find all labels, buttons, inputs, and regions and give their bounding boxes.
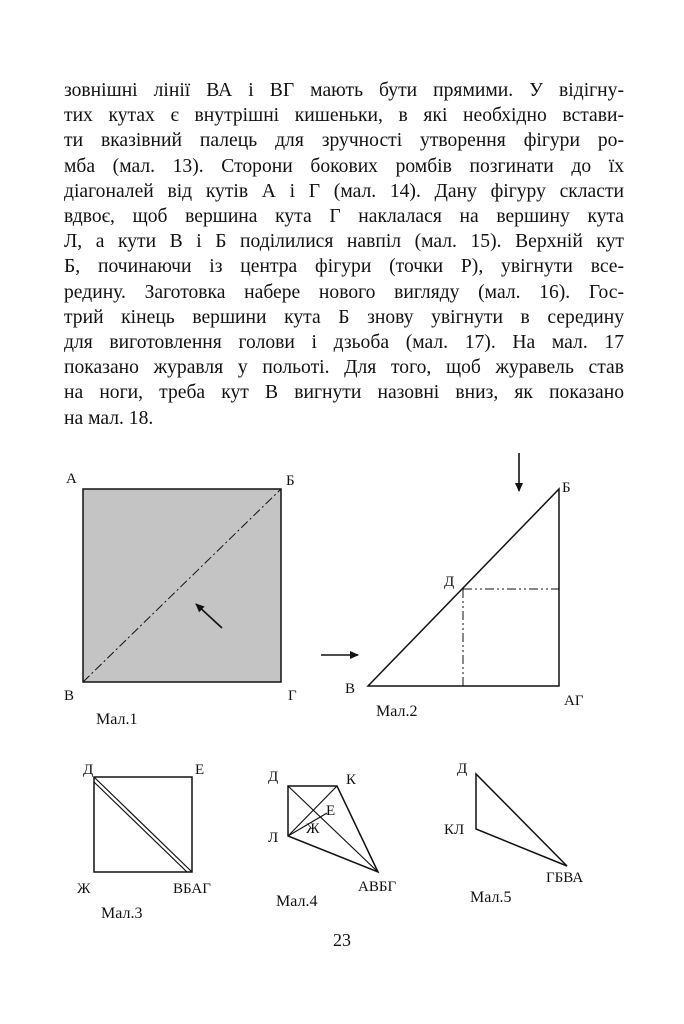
fig2-label-ag: АГ xyxy=(564,693,584,709)
fig5-triangle xyxy=(476,774,567,866)
fig4-label-e: Е xyxy=(326,803,336,819)
figure-2 xyxy=(321,453,584,720)
text-line: ти вказівний палець для зручності утворення фігури ро- xyxy=(64,130,624,152)
fig2-label-d: Д xyxy=(444,574,455,590)
text-line: мба (мал. 13). Сторони бокових ромбів позгинати до їх xyxy=(64,155,624,177)
text-line: для виготовлення голови і дзьоба (мал. 17). На мал. 17 xyxy=(64,332,624,354)
fig3-label-vbag: ВБАГ xyxy=(173,881,211,897)
fig3-label-d: Д xyxy=(83,762,94,778)
fig4-line-d-avbg xyxy=(288,786,378,872)
fig4-caption: Мал.4 xyxy=(276,893,318,910)
text-line: зовнішні лінії ВА і ВГ мають бути прямими. У відігну- xyxy=(64,80,624,101)
fig3-caption: Мал.3 xyxy=(101,905,143,922)
fig1-label-v: В xyxy=(64,688,75,704)
fig3-label-e: Е xyxy=(195,762,205,778)
figure-1 xyxy=(64,471,297,728)
fig3-diagonal-b xyxy=(94,782,187,872)
fig1-label-b: Б xyxy=(286,473,295,489)
text-line: тих кутах є внутрішні кишеньки, в які необхідно встави- xyxy=(64,105,624,127)
figure-3 xyxy=(77,762,211,922)
text-line: редину. Заготовка набере нового вигляду (мал. 16). Гос- xyxy=(64,281,624,303)
text-line: на ноги, треба кут В вигнути назовні вниз, як показано xyxy=(64,382,624,404)
text-line: показано журавля у польоті. Для того, щоб журавель став xyxy=(64,357,624,379)
fig5-caption: Мал.5 xyxy=(470,889,512,906)
fig4-label-d: Д xyxy=(268,769,279,785)
text-line: вдвоє, щоб вершина кута Г наклалася на вершину кута xyxy=(64,206,624,228)
fig1-label-g: Г xyxy=(288,688,297,704)
fig3-diagonal-a xyxy=(94,777,192,872)
figure-5 xyxy=(444,761,583,906)
fig5-label-gbva: ГБВА xyxy=(546,870,584,886)
text-line: Л, а кути В і Б поділилися навпіл (мал. 15). Верхній кут xyxy=(64,231,624,253)
fig2-label-b: Б xyxy=(562,480,571,496)
figure-4 xyxy=(268,769,396,910)
fig5-label-d: Д xyxy=(457,761,468,777)
fig4-label-l: Л xyxy=(268,830,279,846)
text-line: трий кінець вершини кута Б знову увігнути в середину xyxy=(64,306,624,328)
fig1-label-a: А xyxy=(66,471,77,487)
fig4-label-avbg: АВБГ xyxy=(358,879,397,895)
page-number: 23 xyxy=(333,930,351,950)
fig2-caption: Мал.2 xyxy=(376,703,418,720)
fig5-label-kl: КЛ xyxy=(444,822,465,838)
text-line: Б, починаючи із центра фігури (точки Р), увігнути все- xyxy=(64,256,624,278)
fig4-label-zh: Ж xyxy=(306,821,320,837)
text-line: діагоналей від кутів А і Г (мал. 14). Дану фігуру скласти xyxy=(64,180,624,202)
fig2-label-v: В xyxy=(345,681,356,697)
fig3-label-zh: Ж xyxy=(77,881,91,897)
fig4-label-k: К xyxy=(346,772,357,788)
fig1-caption: Мал.1 xyxy=(96,711,138,728)
text-line: на мал. 18. xyxy=(64,407,154,429)
